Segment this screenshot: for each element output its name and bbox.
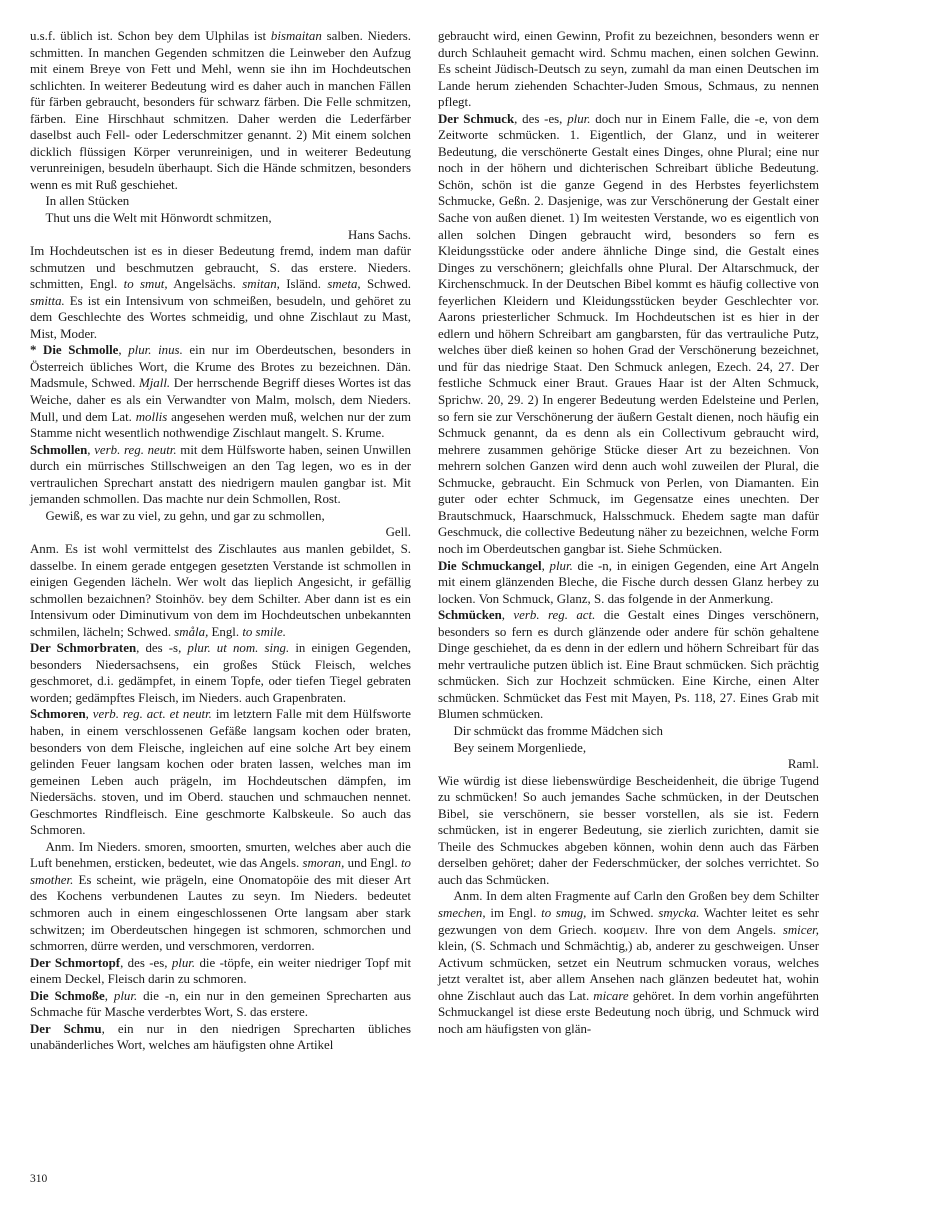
verse-line: Dir schmückt das fromme Mädchen sich	[453, 723, 663, 738]
entry-paragraph: u.s.f. üblich ist. Schon bey dem Ulphilas ist bismaitan salben. Nieders. schmitten. In manchen Gegenden schmitzen die Leinweber den Aufzug mit einem Breye von Fett und Mehl, wenn sie ihn im Hochdeutschen schlichten. In weiterer Bedeutung wird es daher auch in manchen Fällen für färben gebraucht, besonders für schwarz färben. Die Felle schmitzen, färben. Eine Hirschhaut schmitzen. Daher werden die Lederfärber daselbst auch Fell- oder Lederschmitzer genannt. 2) Mit einem solchen dicklich flüssigen Körper verunreinigen, und in weiterer Bedeutung verunreinigen, besudeln überhaupt. Sich die Hände schmitzen, besonders wenn es mit Ruß geschiehet.	[30, 29, 411, 192]
verse-line: Thut uns die Welt mit Hönwordt schmitzen,	[45, 211, 272, 226]
entry-paragraph: Im Hochdeutschen ist es in dieser Bedeutung fremd, indem man dafür schmutzen und beschmutzen gebraucht, S. das erstere. Nieders. schmitten, Engl. to smut, Angelsächs. smitan, Isländ. smeta, Schwed. smitta. Es ist ein Intensivum von schmeißen, besudeln, und gehöret zu dem Geschlechte des Wortes schmeidig, und ohne Zischlaut zu Mast, Mist, Moder.	[30, 244, 412, 341]
note-paragraph: Anm. Im Nieders. smoren, smoorten, smurten, welches aber auch die Luft benehmen, ersticken, bedeutet, wie das Angels. smoran, und Engl. to smother. Es scheint, wie prägeln, eine Onomatopöie des mit dieser Art des Kochens verbundenen Lautes zu seyn. Im Nieders. bedeutet schmoren auch in einem eingeschlossenen Orte langsam aber stark schwitzen; im Oberdeutschen hingegen ist schmoren, schmorchen und schmorren, dürre werden, und verschmoren, verdorren.	[30, 839, 411, 954]
verse-line: Bey seinem Morgenliede,	[453, 740, 587, 755]
verse-line: Gewiß, es war zu viel, zu gehn, und gar zu schmollen,	[45, 508, 325, 523]
entry-paragraph: Schmollen, verb. reg. neutr. mit dem Hülfsworte haben, seinen Unwillen durch ein mürrisches Stillschweigen an den Tag legen, wo es in der vertraulichen Sprechart anstatt des niedrigern maulen gangbar ist. Mit jemanden schmollen. Das machte nur dein Schmollen, Rost.	[30, 442, 411, 507]
entry-paragraph: Der Schmortopf, des -es, plur. die -töpfe, ein weiter niedriger Topf mit einem Deckel, Fleisch darin zu schmoren.	[30, 955, 412, 987]
entry-paragraph: Wie würdig ist diese liebenswürdige Bescheidenheit, die übrige Tugend zu schmücken! So auch jemandes Sache schmücken, in der Deutschen Bibel, sie verschönern, sie besser vorstellen, als sie ist. Federn schmücken, ist in engerer Bedeutung, sie zierlich zurichten, damit sie Theile des Schmuckes abgeben können, wohin denn auch das Färben derselben gehöret; daher der Federschmücker, der solches verrichtet. So auch das Schmücken.	[438, 773, 819, 887]
left-column	[30, 28, 411, 1054]
note-paragraph: Anm. In dem alten Fragmente auf Carln den Großen bey dem Schilter smechen, im Engl. to smug, im Schwed. smycka. Wachter leitet es sehr gezwungen von dem Griech. κοσμειν. Ihre von dem Angels. smicer, klein, (S. Schmach und Schmächtig,) ab, anderer zu geschweigen. Unser Activum schmücken, setzet ein Neutrum schmucken voraus, welches jetzt veraltet ist, aber allem Ansehen nach glänzen bedeutet hat, wohin ohne Zischlaut auch das Lat. micare gehöret. In dem vorhin angeführten Schmuckangel ist diese erste Bedeutung noch übrig, und Schmuck wird noch am häufigsten von glän-	[438, 889, 819, 1036]
entry-paragraph: Schmoren, verb. reg. act. et neutr. im letztern Falle mit dem Hülfsworte haben, in einem verschlossenen Gefäße langsam kochen oder braten, besonders von dem Fleische, ingleichen auf eine solche Art bey einem gelinden Feuer langsam kochen oder braten lassen, welches man im gemeinen Leben auch prägeln, im Hochdeutschen dämpfen, im Niedersächs. stoven, und im Oberd. stauchen und schmauchen nennet. Geschmortes Rindfleisch. Eine geschmorte Kalbskeule. So auch das Schmoren.	[30, 707, 411, 838]
citation: Gell.	[385, 525, 411, 540]
right-column	[438, 28, 819, 1037]
verse-line: In allen Stücken	[45, 194, 130, 209]
entry-paragraph: * Die Schmolle, plur. inus. ein nur im Oberdeutschen, besonders in Österreich übliches Wort, die Krume des Brotes zu bezeichnen. Dän. Madsmule, Schwed. Mjall. Der herrschende Begriff dieses Wortes ist das Weiche, daher es als ein Verwandter von Malm, molsch, dem Nieders. Mull, und dem Lat. mollis angesehen werden muß, welchen nur der zum Stamme nicht wesentlich nothwendige Zischlaut mangelt. S. Krume.	[30, 343, 412, 441]
entry-paragraph: Anm. Es ist wohl vermittelst des Zischlautes aus manlen gebildet, S. dasselbe. In einem gerade entgegen gesetzten Verstande ist schmollen in einigen Gegenden lächeln. Wer wolt das lieplich Angesicht, ir gefällig schmollen bezaichnen? Stoinhöv. bey dem Schilter. Aber dann ist es ein Intensivum oder Diminutivum von dem im Hochdeutschen unbekannten schmilen, lächeln; Schwed. småla, Engl. to smile.	[30, 541, 411, 639]
entry-paragraph: Der Schmorbraten, des -s, plur. ut nom. sing. in einigen Gegenden, besonders Niedersachsens, ein großes Stück Fleisch, welches geschmoret, d.i. gedämpfet, in einem Topfe, oder tiefen Tiegel gebraten worden; gedämpftes Fleisch, im Nieders. auch Grapenbraten.	[30, 641, 411, 705]
entry-paragraph: Die Schmuckangel, plur. die -n, in einigen Gegenden, eine Art Angeln mit einem glänzenden Bleche, die Fische durch dessen Glanz herbey zu locken. Von Schmuck, Glanz, S. das folgende in der Anmerkung.	[438, 558, 819, 606]
entry-paragraph: gebraucht wird, einen Gewinn, Profit zu bezeichnen, besonders wenn er durch Schlauheit gemacht wird. Schmu machen, einen solchen Gewinn. Es scheint Jüdisch-Deutsch zu seyn, zumahl da man einen Deutschen im Lande herum ziehenden Schachter-Juden Smous, Schmaus, zu nennen pflegt.	[438, 29, 819, 110]
entry-paragraph: Schmücken, verb. reg. act. die Gestalt eines Dinges verschönern, besonders so fern es durch glänzende oder andere für schön gehaltene Dinge geschiehet, da es denn in der edlern und höhern Schreibart für das mehr vertrauliche putzen üblich ist. Eine Braut schmücken. Sich prächtig schmücken. Sich zur Hochzeit schmücken. Eine Kirche, einen Alter schmücken. Schmücket das Fest mit Mayen, Ps. 118, 27. Eines Grab mit Blumen schmücken.	[438, 608, 819, 722]
entry-paragraph: Der Schmu, ein nur in den niedrigen Sprecharten übliches unabänderliches Wort, welches am häufigsten ohne Artikel	[30, 1021, 411, 1053]
page-number: 310	[30, 1173, 48, 1185]
citation: Hans Sachs.	[347, 227, 411, 242]
citation: Raml.	[787, 757, 819, 772]
entry-paragraph: Der Schmuck, des -es, plur. doch nur in Einem Falle, die -e, von dem Zeitworte schmücken. 1. Eigentlich, der Glanz, und in weiterer Bedeutung, die verschönerte Gestalt eines Dinges, ohne Plural; eine nur noch in der höhern und dichterischen Schreibart übliche Bedeutung. Schön, schön ist die ganze Gegend in des Herbstes feyerlichstem Schmucke, Geßn. 2. Dasjenige, was zur Verschönerung der Gestalt einer Sache von außen dienet. 1) Im weitesten Verstande, wo es eigentlich von allen solchen Dingen gebraucht wird, besonders so fern es Kleidungsstücke oder andere ähnliche Dinge sind, die Gestalt eines Dinges zu verschönern; gleichfalls ohne Plural. Der Altarschmuck, der Kirchenschmuck. In der Deutschen Bibel kommt es häufig collective von feyerlichen Kleidern und Kleidungsstücken beyder Geschlechter vor. Aarons priesterlicher Schmuck. Im Hochdeutschen ist es hier in der edlern und höhern Schreibart am gangbarsten, für das vertrauliche Putz, welches über dieß keinen so hohen Grad der Verschönerung bezeichnet, und für das niedrige Staat. Den Schmuck anlegen, Ezech. 24, 27. Der festliche Schmuck einer Braut. Graues Haar ist der Alten Schmuck, Sprichw. 20, 29. 2) In engerer Bedeutung werden Edelsteine und Perlen, so fern sie zur Verschönerung der äußern Gestalt dienen, noch häufig ein Schmuck genannt, da es denn als ein Collectivum gebraucht wird, mehrere zusammen gehörige Stücke dieser Art zu bezeichnen. Von mehrern solchen Ganzen wird denn auch wohl zuweilen der Plural, die Schmucke, gebraucht. Ein Schmuck von Perlen, von Diamanten. Ein guter oder echter Schmuck, im Gegensatze eines unechten. Der Brautschmuck, Haarschmuck, Halsschmuck. Ehedem sagte man dafür Geschmuck, die collective Bedeutung näher zu bezeichnen, welche Form noch im Oberdeutschen gangbar ist. Siehe Schmücken.	[438, 111, 820, 556]
entry-paragraph: Die Schmoße, plur. die -n, ein nur in den gemeinen Sprecharten aus Schmache für Masche verderbtes Wort, S. das erstere.	[30, 988, 411, 1020]
